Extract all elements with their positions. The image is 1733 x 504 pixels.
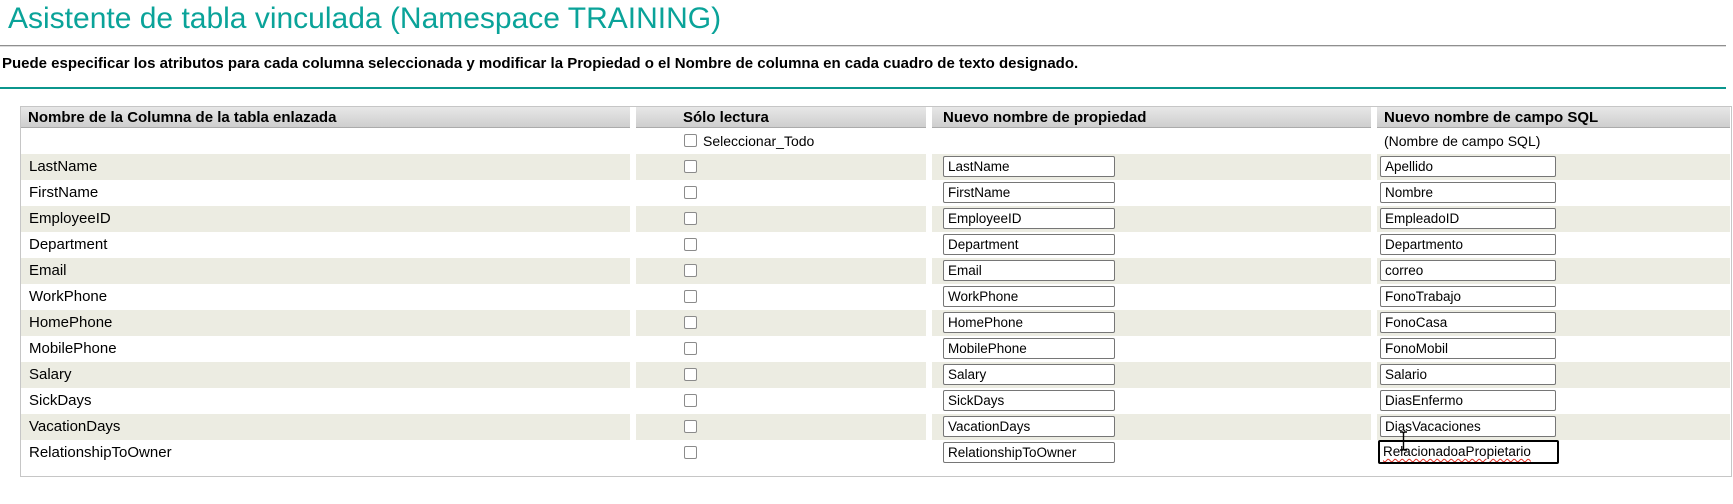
sql-field-name-input[interactable] <box>1380 260 1556 281</box>
property-name-input[interactable] <box>943 442 1115 463</box>
table-header-row <box>21 107 1731 128</box>
linked-column-name-label: HomePhone <box>29 314 113 331</box>
table-row <box>21 310 1731 336</box>
linked-column-name-label: LastName <box>29 158 98 175</box>
sql-field-name-input[interactable] <box>1380 182 1556 203</box>
property-name-input[interactable] <box>943 416 1115 437</box>
property-name-input[interactable] <box>943 182 1115 203</box>
sql-field-name-input-focused[interactable] <box>1378 440 1559 464</box>
linked-column-name-label: Email <box>29 262 67 279</box>
linked-table-columns-table <box>20 106 1732 477</box>
linked-column-name-label: WorkPhone <box>29 288 108 305</box>
sql-field-name-input[interactable] <box>1380 338 1556 359</box>
table-row <box>21 440 1731 466</box>
select-all-label: Seleccionar_Todo <box>703 133 815 149</box>
page-description: Puede especificar los atributos para cada columna seleccionada y modificar la Propiedad o el Nombre de columna en cada cuadro de texto designado. <box>2 55 1079 72</box>
readonly-checkbox[interactable] <box>684 290 697 303</box>
sql-field-name-input[interactable] <box>1380 286 1556 307</box>
table-row <box>21 362 1731 388</box>
property-name-input[interactable] <box>943 234 1115 255</box>
readonly-checkbox[interactable] <box>684 342 697 355</box>
sql-field-name-input[interactable] <box>1380 390 1556 411</box>
header-new-sql-field-name: Nuevo nombre de campo SQL <box>1377 107 1730 128</box>
page-title: Asistente de tabla vinculada (Namespace TRAINING) <box>8 2 722 35</box>
linked-column-name-label: Salary <box>29 366 72 383</box>
linked-column-name-label: MobilePhone <box>29 340 117 357</box>
table-row <box>21 414 1731 440</box>
table-row <box>21 206 1731 232</box>
linked-column-name-label: RelationshipToOwner <box>29 444 172 461</box>
table-row <box>21 388 1731 414</box>
sql-field-name-input[interactable] <box>1380 208 1556 229</box>
readonly-checkbox[interactable] <box>684 368 697 381</box>
property-name-input[interactable] <box>943 390 1115 411</box>
readonly-checkbox[interactable] <box>684 420 697 433</box>
table-row <box>21 232 1731 258</box>
header-column-name: Nombre de la Columna de la tabla enlazada <box>21 107 630 128</box>
linked-column-name-label: EmployeeID <box>29 210 111 227</box>
property-name-input[interactable] <box>943 338 1115 359</box>
property-name-input[interactable] <box>943 260 1115 281</box>
property-name-input[interactable] <box>943 156 1115 177</box>
select-all-checkbox[interactable] <box>684 134 697 147</box>
sql-field-name-input[interactable] <box>1380 416 1556 437</box>
table-row <box>21 336 1731 362</box>
property-name-input[interactable] <box>943 286 1115 307</box>
property-name-input[interactable] <box>943 312 1115 333</box>
readonly-checkbox[interactable] <box>684 212 697 225</box>
readonly-checkbox[interactable] <box>684 186 697 199</box>
linked-column-name-label: SickDays <box>29 392 92 409</box>
linked-column-name-label: VacationDays <box>29 418 121 435</box>
sql-field-name-input[interactable] <box>1380 312 1556 333</box>
readonly-checkbox[interactable] <box>684 238 697 251</box>
sql-field-value-misspelled: RelacionadoaPropietario <box>1383 444 1531 459</box>
sql-field-name-input[interactable] <box>1380 156 1556 177</box>
title-divider <box>0 45 1726 47</box>
property-name-input[interactable] <box>943 208 1115 229</box>
select-all-row <box>21 128 1731 154</box>
table-row <box>21 180 1731 206</box>
readonly-checkbox[interactable] <box>684 394 697 407</box>
property-name-input[interactable] <box>943 364 1115 385</box>
sql-field-name-input[interactable] <box>1380 234 1556 255</box>
table-row <box>21 258 1731 284</box>
readonly-checkbox[interactable] <box>684 446 697 459</box>
linked-column-name-label: Department <box>29 236 108 253</box>
header-readonly: Sólo lectura <box>636 107 926 128</box>
table-row <box>21 154 1731 180</box>
readonly-checkbox[interactable] <box>684 316 697 329</box>
readonly-checkbox[interactable] <box>684 160 697 173</box>
header-new-property-name: Nuevo nombre de propiedad <box>932 107 1371 128</box>
sql-field-hint: (Nombre de campo SQL) <box>1384 133 1541 149</box>
readonly-checkbox[interactable] <box>684 264 697 277</box>
teal-divider <box>0 87 1726 89</box>
sql-field-name-input[interactable] <box>1380 364 1556 385</box>
linked-column-name-label: FirstName <box>29 184 99 201</box>
table-row <box>21 284 1731 310</box>
